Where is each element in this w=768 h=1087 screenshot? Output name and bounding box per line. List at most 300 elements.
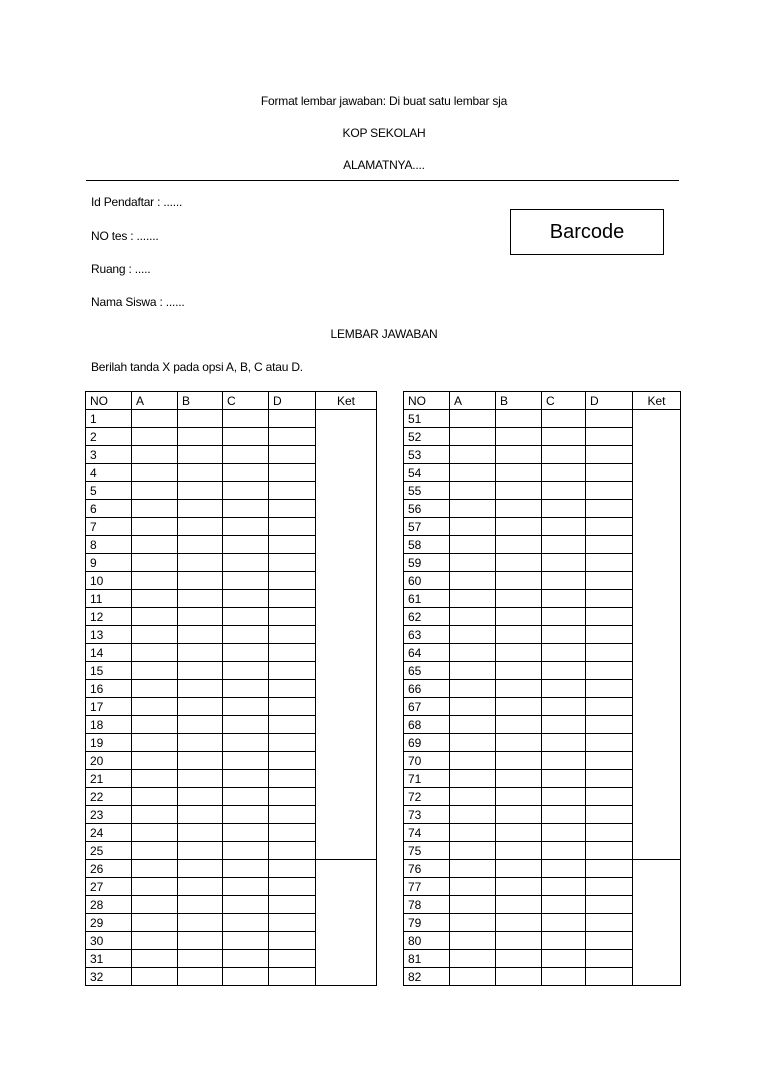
question-number: 3 [86, 446, 132, 464]
option-d-cell [269, 410, 316, 428]
option-a-cell [132, 950, 178, 968]
option-d-cell [269, 608, 316, 626]
option-a-cell [450, 500, 496, 518]
option-d-cell [586, 968, 633, 986]
question-number: 13 [86, 626, 132, 644]
option-b-cell [178, 896, 223, 914]
option-a-cell [132, 752, 178, 770]
option-c-cell [223, 878, 269, 896]
option-c-cell [223, 500, 269, 518]
option-b-cell [178, 518, 223, 536]
option-b-cell [178, 824, 223, 842]
option-b-cell [178, 716, 223, 734]
question-number: 57 [404, 518, 450, 536]
option-d-cell [586, 770, 633, 788]
option-d-cell [586, 518, 633, 536]
ket-cell [316, 410, 377, 860]
exam-number-field: NO tes : ....... [91, 229, 159, 243]
option-c-cell [223, 626, 269, 644]
option-b-cell [178, 968, 223, 986]
option-c-cell [542, 788, 586, 806]
option-c-cell [542, 482, 586, 500]
option-b-cell [178, 608, 223, 626]
table-row [404, 860, 681, 878]
option-b-cell [178, 482, 223, 500]
option-b-cell [178, 806, 223, 824]
registrant-id-field: Id Pendaftar : ...... [91, 195, 183, 209]
question-number: 54 [404, 464, 450, 482]
option-a-cell [132, 608, 178, 626]
option-a-cell [450, 536, 496, 554]
option-a-cell [450, 968, 496, 986]
table-row [86, 410, 377, 428]
option-a-cell [132, 968, 178, 986]
question-number: 5 [86, 482, 132, 500]
option-b-cell [178, 680, 223, 698]
question-number: 19 [86, 734, 132, 752]
question-number: 27 [86, 878, 132, 896]
option-c-cell [542, 536, 586, 554]
option-d-cell [586, 446, 633, 464]
option-c-cell [223, 770, 269, 788]
option-a-cell [132, 914, 178, 932]
option-c-cell [223, 716, 269, 734]
option-c-cell [542, 842, 586, 860]
option-b-cell [496, 428, 542, 446]
option-c-cell [542, 644, 586, 662]
option-d-cell [586, 428, 633, 446]
option-c-cell [223, 860, 269, 878]
option-c-cell [223, 680, 269, 698]
option-d-cell [586, 824, 633, 842]
option-b-cell [178, 536, 223, 554]
option-d-cell [586, 608, 633, 626]
option-a-cell [132, 842, 178, 860]
room-field: Ruang : ..... [91, 262, 151, 276]
option-d-cell [586, 860, 633, 878]
option-a-cell [450, 752, 496, 770]
option-d-cell [269, 626, 316, 644]
option-d-cell [586, 842, 633, 860]
option-a-cell [450, 878, 496, 896]
question-number: 67 [404, 698, 450, 716]
option-d-cell [586, 410, 633, 428]
question-number: 28 [86, 896, 132, 914]
question-number: 62 [404, 608, 450, 626]
question-number: 15 [86, 662, 132, 680]
option-a-cell [132, 896, 178, 914]
question-number: 81 [404, 950, 450, 968]
option-a-cell [450, 572, 496, 590]
school-address: ALAMATNYA.... [343, 158, 425, 172]
question-number: 1 [86, 410, 132, 428]
option-b-cell [496, 410, 542, 428]
option-b-cell [496, 536, 542, 554]
option-d-cell [586, 536, 633, 554]
option-c-cell [223, 428, 269, 446]
question-number: 32 [86, 968, 132, 986]
option-a-cell [132, 770, 178, 788]
option-d-cell [269, 446, 316, 464]
option-b-cell [178, 446, 223, 464]
option-a-cell [450, 698, 496, 716]
option-d-cell [586, 716, 633, 734]
ket-cell [633, 410, 681, 860]
table-row [404, 410, 681, 428]
option-b-cell [178, 860, 223, 878]
question-number: 71 [404, 770, 450, 788]
option-b-cell [178, 626, 223, 644]
option-a-cell [132, 428, 178, 446]
question-number: 20 [86, 752, 132, 770]
option-d-cell [586, 680, 633, 698]
option-d-cell [586, 464, 633, 482]
option-b-cell [496, 626, 542, 644]
option-d-cell [269, 860, 316, 878]
option-a-cell [450, 590, 496, 608]
question-number: 6 [86, 500, 132, 518]
option-b-cell [496, 824, 542, 842]
option-d-cell [269, 518, 316, 536]
option-a-cell [450, 446, 496, 464]
question-number: 23 [86, 806, 132, 824]
question-number: 82 [404, 968, 450, 986]
option-a-cell [450, 482, 496, 500]
question-number: 26 [86, 860, 132, 878]
question-number: 55 [404, 482, 450, 500]
option-c-cell [542, 518, 586, 536]
question-number: 53 [404, 446, 450, 464]
option-a-cell [132, 860, 178, 878]
option-d-cell [586, 734, 633, 752]
option-b-cell [496, 842, 542, 860]
option-d-cell [586, 914, 633, 932]
question-number: 63 [404, 626, 450, 644]
question-number: 60 [404, 572, 450, 590]
option-d-cell [269, 644, 316, 662]
question-number: 79 [404, 914, 450, 932]
option-d-cell [269, 932, 316, 950]
option-b-cell [496, 932, 542, 950]
option-d-cell [269, 482, 316, 500]
option-a-cell [132, 482, 178, 500]
option-b-cell [496, 500, 542, 518]
question-number: 66 [404, 680, 450, 698]
question-number: 61 [404, 590, 450, 608]
option-c-cell [223, 752, 269, 770]
option-a-cell [450, 554, 496, 572]
option-a-cell [132, 554, 178, 572]
option-a-cell [450, 950, 496, 968]
question-number: 51 [404, 410, 450, 428]
option-c-cell [542, 896, 586, 914]
option-c-cell [542, 554, 586, 572]
option-a-cell [450, 896, 496, 914]
option-b-cell [178, 698, 223, 716]
option-a-cell [132, 932, 178, 950]
option-c-cell [223, 554, 269, 572]
instruction-text: Berilah tanda X pada opsi A, B, C atau D. [91, 360, 303, 374]
option-a-cell [450, 806, 496, 824]
question-number: 73 [404, 806, 450, 824]
option-b-cell [178, 500, 223, 518]
option-a-cell [450, 914, 496, 932]
question-number: 78 [404, 896, 450, 914]
option-b-cell [178, 464, 223, 482]
option-b-cell [496, 716, 542, 734]
option-c-cell [223, 824, 269, 842]
option-b-cell [178, 842, 223, 860]
option-d-cell [269, 716, 316, 734]
option-c-cell [223, 446, 269, 464]
option-c-cell [223, 518, 269, 536]
option-b-cell [496, 482, 542, 500]
option-a-cell [132, 716, 178, 734]
option-a-cell [450, 662, 496, 680]
option-c-cell [542, 410, 586, 428]
option-d-cell [586, 626, 633, 644]
option-c-cell [542, 626, 586, 644]
question-number: 75 [404, 842, 450, 860]
option-a-cell [450, 770, 496, 788]
question-number: 4 [86, 464, 132, 482]
question-number: 76 [404, 860, 450, 878]
option-d-cell [586, 788, 633, 806]
option-a-cell [132, 680, 178, 698]
option-d-cell [586, 698, 633, 716]
option-a-cell [450, 428, 496, 446]
option-c-cell [223, 914, 269, 932]
ket-cell [316, 860, 377, 986]
option-b-cell [178, 770, 223, 788]
option-c-cell [542, 464, 586, 482]
option-c-cell [542, 608, 586, 626]
option-c-cell [542, 860, 586, 878]
option-c-cell [223, 536, 269, 554]
question-number: 31 [86, 950, 132, 968]
column-header-a: A [450, 392, 496, 410]
option-d-cell [586, 806, 633, 824]
option-b-cell [496, 518, 542, 536]
option-a-cell [450, 860, 496, 878]
option-b-cell [496, 662, 542, 680]
option-d-cell [586, 950, 633, 968]
option-d-cell [586, 572, 633, 590]
option-b-cell [496, 572, 542, 590]
option-b-cell [496, 554, 542, 572]
option-b-cell [496, 680, 542, 698]
option-a-cell [132, 626, 178, 644]
option-d-cell [269, 788, 316, 806]
answer-table-right [403, 391, 681, 986]
sheet-title: LEMBAR JAWABAN [330, 327, 438, 341]
option-a-cell [450, 644, 496, 662]
option-b-cell [178, 932, 223, 950]
option-c-cell [223, 932, 269, 950]
option-d-cell [269, 770, 316, 788]
option-b-cell [496, 914, 542, 932]
option-b-cell [496, 770, 542, 788]
option-c-cell [542, 428, 586, 446]
option-b-cell [178, 590, 223, 608]
option-a-cell [132, 446, 178, 464]
question-number: 69 [404, 734, 450, 752]
option-c-cell [542, 806, 586, 824]
column-header-no: NO [86, 392, 132, 410]
option-d-cell [269, 536, 316, 554]
option-d-cell [269, 950, 316, 968]
option-b-cell [496, 752, 542, 770]
question-number: 11 [86, 590, 132, 608]
option-d-cell [269, 680, 316, 698]
option-d-cell [269, 968, 316, 986]
option-c-cell [223, 572, 269, 590]
option-a-cell [132, 788, 178, 806]
option-a-cell [132, 824, 178, 842]
option-d-cell [269, 590, 316, 608]
ket-cell [633, 860, 681, 986]
option-c-cell [542, 770, 586, 788]
option-b-cell [178, 572, 223, 590]
option-d-cell [269, 842, 316, 860]
column-header-a: A [132, 392, 178, 410]
option-a-cell [450, 464, 496, 482]
option-a-cell [450, 518, 496, 536]
option-c-cell [223, 590, 269, 608]
option-b-cell [496, 608, 542, 626]
option-d-cell [269, 464, 316, 482]
question-number: 58 [404, 536, 450, 554]
option-a-cell [450, 716, 496, 734]
option-a-cell [132, 662, 178, 680]
question-number: 22 [86, 788, 132, 806]
table-header-row [86, 392, 377, 410]
question-number: 56 [404, 500, 450, 518]
option-c-cell [542, 590, 586, 608]
option-a-cell [450, 626, 496, 644]
option-c-cell [542, 878, 586, 896]
option-d-cell [269, 500, 316, 518]
column-header-d: D [586, 392, 633, 410]
option-c-cell [223, 788, 269, 806]
option-a-cell [132, 536, 178, 554]
option-a-cell [450, 932, 496, 950]
option-c-cell [542, 824, 586, 842]
question-number: 30 [86, 932, 132, 950]
option-b-cell [178, 410, 223, 428]
question-number: 64 [404, 644, 450, 662]
answer-table-left [85, 391, 377, 986]
question-number: 17 [86, 698, 132, 716]
option-a-cell [132, 698, 178, 716]
option-a-cell [450, 788, 496, 806]
option-c-cell [223, 806, 269, 824]
question-number: 68 [404, 716, 450, 734]
option-c-cell [542, 500, 586, 518]
option-c-cell [542, 446, 586, 464]
option-a-cell [132, 464, 178, 482]
option-b-cell [178, 662, 223, 680]
column-header-d: D [269, 392, 316, 410]
question-number: 74 [404, 824, 450, 842]
option-a-cell [450, 734, 496, 752]
question-number: 80 [404, 932, 450, 950]
option-d-cell [586, 554, 633, 572]
option-a-cell [132, 410, 178, 428]
option-c-cell [542, 716, 586, 734]
option-c-cell [542, 950, 586, 968]
question-number: 14 [86, 644, 132, 662]
option-d-cell [269, 752, 316, 770]
option-b-cell [178, 878, 223, 896]
option-d-cell [269, 806, 316, 824]
question-number: 29 [86, 914, 132, 932]
option-d-cell [586, 482, 633, 500]
column-header-b: B [178, 392, 223, 410]
option-c-cell [542, 968, 586, 986]
table-row [86, 860, 377, 878]
option-c-cell [223, 482, 269, 500]
option-b-cell [178, 644, 223, 662]
option-c-cell [223, 842, 269, 860]
question-number: 77 [404, 878, 450, 896]
option-a-cell [132, 518, 178, 536]
option-d-cell [269, 572, 316, 590]
option-c-cell [542, 680, 586, 698]
option-d-cell [586, 752, 633, 770]
option-c-cell [223, 950, 269, 968]
question-number: 7 [86, 518, 132, 536]
student-name-field: Nama Siswa : ...... [91, 295, 185, 309]
option-d-cell [269, 662, 316, 680]
option-a-cell [450, 680, 496, 698]
option-a-cell [132, 500, 178, 518]
question-number: 10 [86, 572, 132, 590]
option-b-cell [496, 734, 542, 752]
option-d-cell [269, 896, 316, 914]
question-number: 24 [86, 824, 132, 842]
option-b-cell [178, 950, 223, 968]
option-c-cell [542, 752, 586, 770]
option-b-cell [178, 554, 223, 572]
option-d-cell [586, 500, 633, 518]
option-c-cell [542, 572, 586, 590]
option-c-cell [223, 608, 269, 626]
option-a-cell [450, 842, 496, 860]
header-divider [86, 180, 679, 181]
option-c-cell [223, 734, 269, 752]
question-number: 9 [86, 554, 132, 572]
question-number: 70 [404, 752, 450, 770]
option-c-cell [542, 662, 586, 680]
option-a-cell [450, 410, 496, 428]
format-note: Format lembar jawaban: Di buat satu lembar sja [260, 94, 508, 108]
question-number: 18 [86, 716, 132, 734]
option-d-cell [586, 644, 633, 662]
barcode-label: Barcode [549, 220, 625, 243]
table-header-row [404, 392, 681, 410]
option-b-cell [496, 950, 542, 968]
option-c-cell [542, 698, 586, 716]
option-d-cell [269, 698, 316, 716]
option-d-cell [586, 932, 633, 950]
option-a-cell [132, 644, 178, 662]
option-d-cell [586, 896, 633, 914]
option-c-cell [223, 896, 269, 914]
option-d-cell [586, 662, 633, 680]
question-number: 2 [86, 428, 132, 446]
option-c-cell [542, 734, 586, 752]
